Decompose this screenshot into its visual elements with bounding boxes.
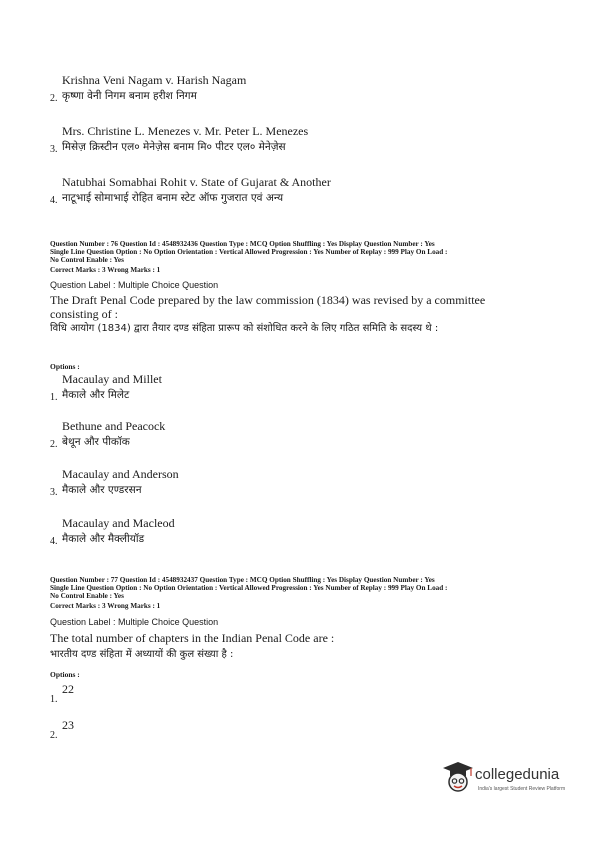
- option-text-en: Bethune and Peacock: [62, 419, 166, 433]
- meta-line: No Control Enable : Yes: [50, 256, 124, 264]
- question-label: Question Label : Multiple Choice Question: [50, 617, 219, 627]
- meta-line: Single Line Question Option : No Option Orientation : Vertical Allowed Progression : Yes Number of Replay : 999 Play On Load :: [50, 584, 448, 592]
- question-text-en: The total number of chapters in the Indian Penal Code are :: [50, 631, 335, 645]
- option-number: 1.: [50, 694, 58, 705]
- option-text-en: Natubhai Somabhai Rohit v. State of Gujarat & Another: [62, 175, 331, 189]
- option-text-hi: बेथून और पीकॉक: [62, 436, 130, 448]
- option-value: 23: [62, 718, 74, 732]
- collegedunia-logo: [442, 760, 582, 800]
- option-text-hi: मिसेज़ क्रिस्टीन एल० मेनेज़ेस बनाम मि० पीटर एल० मेनेज़ेस: [62, 141, 286, 153]
- option-number: 4.: [50, 536, 58, 547]
- option-text-hi: मैकाले और मैक्लीयॉड: [62, 533, 145, 545]
- option-number: 4.: [50, 195, 58, 206]
- option-text-hi: मैकाले और एण्डरसन: [62, 484, 142, 496]
- question-meta: [50, 240, 550, 274]
- option-text-en: Mrs. Christine L. Menezes v. Mr. Peter L. Menezes: [62, 124, 309, 138]
- marks: Correct Marks : 3 Wrong Marks : 1: [50, 266, 161, 274]
- options-label: Options :: [50, 670, 80, 679]
- option-text-en: Macaulay and Millet: [62, 372, 162, 386]
- question-label: Question Label : Multiple Choice Question: [50, 280, 219, 290]
- option-number: 3.: [50, 144, 58, 155]
- option-number: 3.: [50, 487, 58, 498]
- option-text-en: Krishna Veni Nagam v. Harish Nagam: [62, 73, 247, 87]
- meta-line: Question Number : 77 Question Id : 4548932437 Question Type : MCQ Option Shuffling : Yes Display Question Number : Yes: [50, 576, 435, 584]
- question-meta: [50, 576, 550, 610]
- option-number: 1.: [50, 392, 58, 403]
- meta-line: Single Line Question Option : No Option Orientation : Vertical Allowed Progression : Yes Number of Replay : 999 Play On Load :: [50, 248, 448, 256]
- meta-line: Question Number : 76 Question Id : 4548932436 Question Type : MCQ Option Shuffling : Yes Display Question Number : Yes: [50, 240, 435, 248]
- question-text-en: The Draft Penal Code prepared by the law commission (1834) was revised by a committee consisting of :: [50, 293, 486, 321]
- meta-line: No Control Enable : Yes: [50, 592, 124, 600]
- option-text-en: Macaulay and Anderson: [62, 467, 179, 481]
- option-text-en: Macaulay and Macleod: [62, 516, 175, 530]
- question-text-hi: विधि आयोग (1834) द्वारा तैयार दण्ड संहिता प्रारूप को संशोधित करने के लिए गठित समिति के सदस्य थे :: [50, 323, 439, 334]
- option-text-hi: नाटूभाई सोमाभाई रोहित बनाम स्टेट ऑफ गुजरात एवं अन्य: [62, 192, 284, 204]
- option-value: 22: [62, 682, 74, 696]
- option-number: 2.: [50, 93, 58, 104]
- question-text-hi: भारतीय दण्ड संहिता में अध्यायों की कुल संख्या है :: [50, 649, 234, 660]
- brand-name: collegedunia: [475, 766, 560, 783]
- option-text-hi: कृष्णा वेनी निगम बनाम हरीश निगम: [62, 90, 197, 102]
- graduate-mascot-icon: [442, 760, 474, 798]
- options-label: Options :: [50, 362, 80, 371]
- brand-tagline: India's largest Student Review Platform: [478, 786, 566, 792]
- option-text-hi: मैकाले और मिलेट: [62, 389, 130, 401]
- marks: Correct Marks : 3 Wrong Marks : 1: [50, 602, 161, 610]
- option-number: 2.: [50, 439, 58, 450]
- option-number: 2.: [50, 730, 58, 741]
